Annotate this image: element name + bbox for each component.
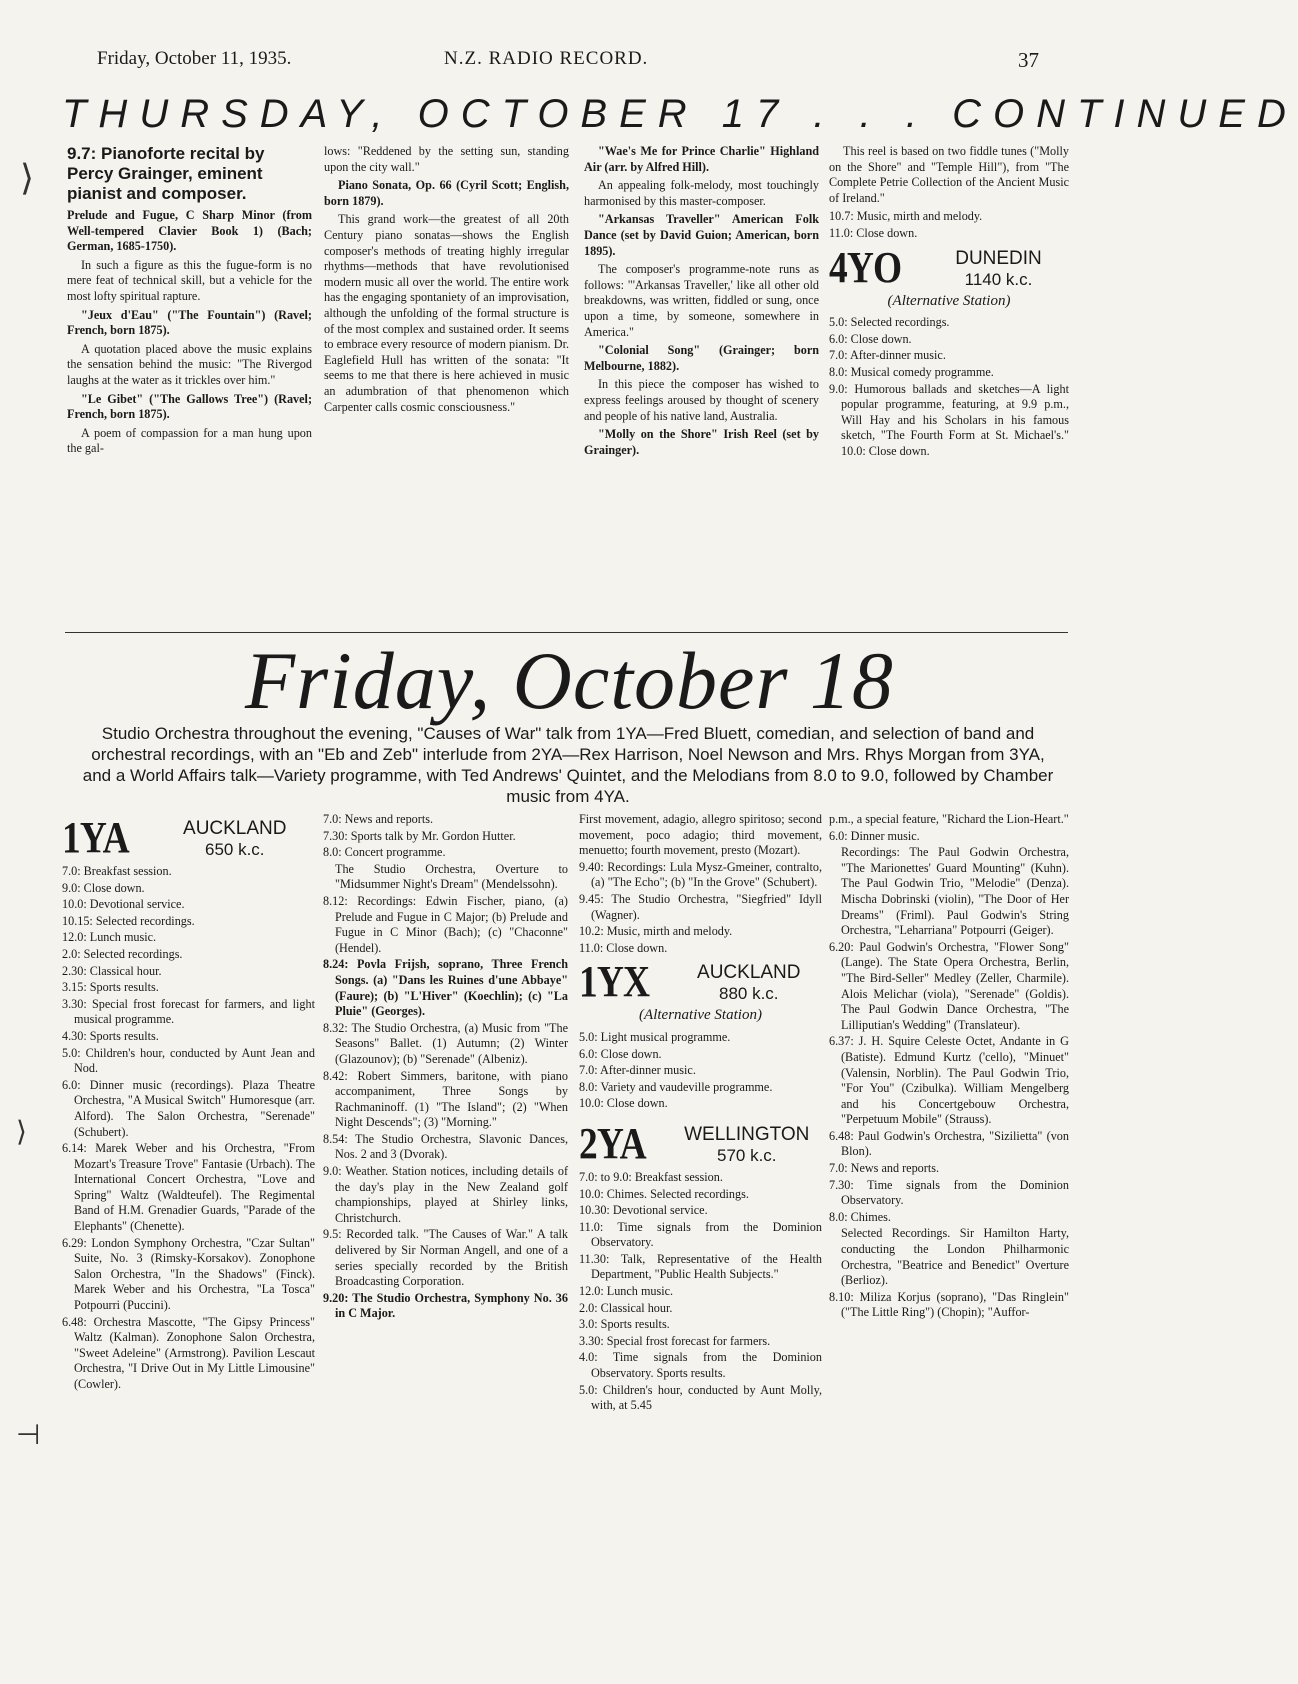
- program-item: 8.12: Recordings: Edwin Fischer, piano, (a) Prelude and Fugue in C Major; (b) Prelude and Fugue in C Minor (Bach); (c) "Chaconne" (Hendel).: [323, 893, 568, 955]
- paragraph: "Wae's Me for Prince Charlie" Highland Air (arr. by Alfred Hill).: [584, 144, 819, 174]
- margin-mark-icon: ⟩: [20, 158, 35, 199]
- program-item: 8.0: Variety and vaudeville programme.: [579, 1079, 773, 1094]
- program-item: 10.0: Chimes. Selected recordings.: [579, 1186, 749, 1201]
- program-item: 8.0: Concert programme.: [323, 845, 446, 860]
- program-item: 7.30: Sports talk by Mr. Gordon Hutter.: [323, 828, 516, 843]
- friday-title: Friday, October 18: [245, 635, 894, 726]
- paragraph: An appealing folk-melody, most touchingly harmonised by this master-composer.: [584, 178, 819, 208]
- thursday-column-2: [324, 144, 569, 418]
- paragraph: In this piece the composer has wished to express feelings aroused by thought of scenery and people of his native land, Australia.: [584, 377, 819, 423]
- station-location: [672, 1124, 822, 1166]
- paragraph: "Colonial Song" (Grainger; born Melbourne, 1882).: [584, 343, 819, 373]
- program-item: 3.0: Sports results.: [579, 1317, 670, 1332]
- program-item: 10.30: Devotional service.: [579, 1203, 708, 1218]
- program-item: 6.29: London Symphony Orchestra, "Czar Sultan" Suite, No. 3 (Rimsky-Korsakov). Zonophone Salon Orchestra, "In the Shadows" (Finck). Marek Weber and his Orchestra, "La Tosca" Potpourri (Puccini).: [62, 1235, 315, 1313]
- station-frequency: 650 k.c.: [204, 840, 265, 859]
- program-item: 10.2: Music, mirth and melody.: [579, 924, 733, 939]
- program-item: 11.0: Close down.: [579, 940, 668, 955]
- program-item: 5.0: Children's hour, conducted by Aunt Jean and Nod.: [62, 1045, 315, 1076]
- program-item: First movement, adagio, allegro spiritoso; second movement, poco adagio; third movement, menuetto; fourth movement, presto (Mozart).: [579, 812, 822, 858]
- program-item: p.m., a special feature, "Richard the Lion-Heart.": [829, 812, 1069, 826]
- paragraph: In such a figure as this the fugue-form is no mere feat of technical skill, but a vehicle for the most lofty spiritual rapture.: [67, 257, 312, 303]
- station-callsign: 1YX: [579, 957, 650, 1007]
- program-item: 2.0: Selected recordings.: [62, 946, 183, 961]
- program-item: 8.10: Miliza Korjus (soprano), "Das Ringlein" ("The Little Ring") (Chopin); "Auffor-: [829, 1289, 1069, 1320]
- station-frequency: 1140 k.c.: [964, 269, 1033, 289]
- station-alt-label: (Alternative Station): [887, 292, 1011, 309]
- program-item: 9.5: Recorded talk. "The Causes of War." A talk delivered by Sir Norman Angell, and one of a series specially recorded by the British Broadcasting Corporation.: [323, 1227, 568, 1289]
- program-item: 5.0: Light musical programme.: [579, 1029, 731, 1044]
- program-item: 4.30: Sports results.: [62, 1028, 159, 1043]
- program-item: 7.0: After-dinner music.: [579, 1063, 696, 1078]
- program-item: 9.45: The Studio Orchestra, "Siegfried" Idyll (Wagner).: [579, 891, 822, 922]
- station-header-4yo: [829, 242, 1069, 292]
- program-item: 3.30: Special frost forecast for farmers, and light musical programme.: [62, 996, 315, 1027]
- program-item: 7.0: Breakfast session.: [62, 864, 172, 878]
- program-item: 8.24: Povla Frijsh, soprano, Three French Songs. (a) "Dans les Ruines d'une Abbaye" (Faure); (b) "L'Hiver" (Koechlin); (c) "La Pluie" (Georges).: [323, 957, 568, 1019]
- thursday-column-3: [584, 144, 819, 461]
- station-location: [676, 962, 822, 1004]
- program-item: 6.0: Close down.: [579, 1046, 662, 1061]
- paragraph: "Molly on the Shore" Irish Reel (set by Grainger).: [584, 427, 819, 457]
- station-location: [928, 248, 1069, 290]
- thursday-column-1: [67, 144, 312, 460]
- program-item: Selected Recordings. Sir Hamilton Harty, conducting the London Philharmonic Orchestra, "Beatrice and Benedict" Overture (Berlioz).: [841, 1226, 1069, 1288]
- program-item: 4.0: Time signals from the Dominion Observatory. Sports results.: [579, 1350, 822, 1381]
- program-item: 2.0: Classical hour.: [579, 1300, 673, 1315]
- paragraph: Piano Sonata, Op. 66 (Cyril Scott; English, born 1879).: [324, 178, 569, 208]
- program-item: 8.32: The Studio Orchestra, (a) Music from "The Seasons" Ballet. (1) Autumn; (2) Winter (Glazounov); (b) "Serenade" (Albeniz).: [323, 1020, 568, 1066]
- paragraph: A quotation placed above the music explains the sensation behind the music: "The Rivergod laughs at the water as it trickles over him.": [67, 341, 312, 387]
- station-callsign: 2YA: [579, 1118, 646, 1168]
- program-item: 7.0: News and reports.: [829, 1161, 940, 1176]
- paragraph: A poem of compassion for a man hung upon the gal-: [67, 425, 312, 456]
- friday-column-3: [579, 812, 822, 1415]
- thursday-column-4: [829, 144, 1069, 461]
- program-item: 9.0: Close down.: [62, 880, 145, 895]
- margin-mark-icon: ⟩: [16, 1115, 27, 1148]
- station-header-1ya: [62, 813, 315, 862]
- station-city: WELLINGTON: [684, 1123, 810, 1145]
- program-item: 2.30: Classical hour.: [62, 963, 162, 978]
- program-item: 9.0: Humorous ballads and sketches—A light popular programme, featuring, at 9.9 p.m., Will Hay and his Scholars in his famous sketch, "The Fourth Form at St. Michael's." 10.0: Close down.: [829, 381, 1069, 458]
- friday-column-1: [62, 812, 315, 1394]
- recital-heading: 9.7: Pianoforte recital by Percy Grainger, eminent pianist and composer.: [67, 144, 265, 203]
- program-item: 7.30: Time signals from the Dominion Observatory.: [829, 1177, 1069, 1208]
- station-alt-label: (Alternative Station): [639, 1007, 762, 1024]
- publication-title: N.Z. RADIO RECORD.: [444, 48, 649, 69]
- friday-summary: Studio Orchestra throughout the evening, "Causes of War" talk from 1YA—Fred Bluett, comedian, and selection of band and orchestral recordings, with an "Eb and Zeb" interlude from 2YA—Rex Harrison, Noel Newson and Mrs. Rhys Morgan from 3YA, and a World Affairs talk—Variety programme, with Ted Andrews' Quintet, and the Melodians from 8.0 to 9.0, followed by Chamber music from 4YA.: [82, 724, 1054, 806]
- program-item: 7.0: to 9.0: Breakfast session.: [579, 1169, 723, 1184]
- station-header-1yx: [579, 957, 822, 1007]
- station-city: AUCKLAND: [183, 818, 287, 839]
- program-item: 6.37: J. H. Squire Celeste Octet, Andante in G (Batiste). Edmund Kurtz ('cello), "Minuet" (Valensin, Norblin). The Paul Godwin Trio, "For You" (Czibulka). William Mengelberg and his Concertgebouw Orchestra, "Perpetuum Mobile" (Strauss).: [829, 1034, 1069, 1127]
- program-item: 3.15: Sports results.: [62, 980, 159, 995]
- program-item: 11.0: Close down.: [829, 225, 918, 240]
- program-item: 7.0: After-dinner music.: [829, 348, 946, 363]
- program-item: 11.0: Time signals from the Dominion Observatory.: [579, 1219, 822, 1250]
- station-frequency: 570 k.c.: [716, 1145, 777, 1165]
- station-city: AUCKLAND: [697, 962, 801, 984]
- paragraph: Prelude and Fugue, C Sharp Minor (from Well-tempered Clavier Book 1) (Bach; German, 1685-1750).: [67, 208, 312, 254]
- thursday-banner: THURSDAY, OCTOBER 17 . . . CONTINUED: [62, 92, 1298, 136]
- paragraph: "Jeux d'Eau" ("The Fountain") (Ravel; French, born 1875).: [67, 307, 312, 338]
- paragraph: This grand work—the greatest of all 20th Century piano sonatas—shows the English composer's methods of treating highly irregular rhythms—methods that have revolutionised modern music all over the world. The entire work has the engaging spontaniety of an improvisation, although the unfolding of the formal structure is of the most complex and sustained order. It seems to embrace every resource of modern pianism. Dr. Eaglefield Hull has written of the sonata: "It seems to me that there is here achieved in music an adumbration of that phenomenon which Carpenter calls cosmic consciousness.": [324, 212, 569, 414]
- paragraph: This reel is based on two fiddle tunes ("Molly on the Shore" and "Temple Hill"), from "The Complete Petrie Collection of the Ancient Music of Ireland.": [829, 144, 1069, 205]
- station-callsign: 4YO: [829, 242, 902, 292]
- program-item: 8.54: The Studio Orchestra, Slavonic Dances, Nos. 2 and 3 (Dvorak).: [323, 1131, 568, 1162]
- program-item: 6.20: Paul Godwin's Orchestra, "Flower Song" (Lange). The State Opera Orchestra, Berlin, "The Bird-Seller" Medley (Zeller, Charmile). Alois Melichar (viola), "Serenade" (Goldis). The Paul Godwin Dance Orchestra, "The Lilliputian's Wedding" (Translateur).: [829, 939, 1069, 1032]
- paragraph: lows: "Reddened by the setting sun, standing upon the city wall.": [324, 144, 569, 174]
- program-item: 11.30: Talk, Representative of the Health Department, "Public Health Subjects.": [579, 1251, 822, 1282]
- program-item: 9.0: Weather. Station notices, including details of the day's play in the New Zealand golf championships, played at Shirley links, Christchurch.: [323, 1164, 568, 1225]
- margin-mark-icon: ⊣: [16, 1418, 41, 1451]
- program-item: 6.48: Paul Godwin's Orchestra, "Sizilietta" (von Blon).: [829, 1128, 1069, 1159]
- program-item: 8.0: Musical comedy programme.: [829, 364, 994, 379]
- station-header-2ya: [579, 1118, 822, 1168]
- program-item: 8.0: Chimes.: [829, 1209, 891, 1224]
- station-frequency: 880 k.c.: [719, 984, 779, 1004]
- paragraph: "Le Gibet" ("The Gallows Tree") (Ravel; French, born 1875).: [67, 391, 312, 422]
- program-item: 10.0: Devotional service.: [62, 897, 185, 912]
- program-item: 5.0: Selected recordings.: [829, 315, 950, 330]
- friday-column-4: [829, 812, 1069, 1322]
- program-item: 10.15: Selected recordings.: [62, 913, 195, 928]
- program-item: 6.0: Dinner music (recordings). Plaza Theatre Orchestra, "A Musical Switch" Humoresque (arr. Alford). The Salon Orchestra, "Serenade" (Schubert).: [62, 1077, 315, 1139]
- program-item: 12.0: Lunch music.: [579, 1284, 674, 1299]
- program-item: 3.30: Special frost forecast for farmers.: [579, 1333, 771, 1348]
- paragraph: The composer's programme-note runs as follows: "'Arkansas Traveller,' like all other old breakdowns, was written, fiddled or sung, once upon a time, by someone, somewhere in America.": [584, 262, 819, 339]
- program-item: 6.48: Orchestra Mascotte, "The Gipsy Princess" Waltz (Kalman). Zonophone Salon Orchestra, "Sweet Adeleine" (Armstrong). Pavilion Lescaut Orchestra, "I Drive Out in My Little Limousine" (Cowler).: [62, 1314, 315, 1391]
- friday-column-2: [323, 812, 568, 1323]
- program-item: 5.0: Children's hour, conducted by Aunt Molly, with, at 5.45: [579, 1382, 822, 1413]
- program-item: The Studio Orchestra, Overture to "Midsummer Night's Dream" (Mendelssohn).: [335, 861, 568, 892]
- page-number: 37: [1018, 48, 1039, 72]
- program-item: Recordings: The Paul Godwin Orchestra, "The Marionettes' Guard Mounting" (Kuhn). The Paul Godwin Trio, "Melodie" (Denza). Mischa Dobrinski (violin), "The Door of Her Dreams" (Friml). Paul Godwin's String Orchestra, "Leharriana" Potpourri (Geiger).: [841, 845, 1069, 938]
- section-divider: [65, 632, 1068, 633]
- program-item: 9.20: The Studio Orchestra, Symphony No. 36 in C Major.: [323, 1290, 568, 1321]
- program-item: 7.0: News and reports.: [323, 812, 434, 826]
- program-item: 6.0: Dinner music.: [829, 828, 920, 843]
- station-city: DUNEDIN: [955, 247, 1042, 269]
- program-item: 6.14: Marek Weber and his Orchestra, "From Mozart's Treasure Trove" Fantasie (Urbach). The International Concert Orchestra, "Love and Spring" Waltz (Waldteufel). The Regimental Band of H.M. Grenadier Guards, "Parade of the Elephants" (Chenette).: [62, 1141, 315, 1234]
- program-item: 9.40: Recordings: Lula Mysz-Gmeiner, contralto, (a) "The Echo"; (b) "In the Grove" (Schubert).: [579, 859, 822, 890]
- program-item: 12.0: Lunch music.: [62, 930, 157, 945]
- program-item: 6.0: Close down.: [829, 331, 912, 346]
- issue-date: Friday, October 11, 1935.: [97, 48, 292, 69]
- program-item: 10.0: Close down.: [579, 1096, 668, 1111]
- program-item: 10.7: Music, mirth and melody.: [829, 209, 983, 224]
- program-item: 8.42: Robert Simmers, baritone, with piano accompaniment, Three Songs by Rachmaninoff. (1) "The Island"; (2) "When Night Descends"; (3) "Morning.": [323, 1068, 568, 1130]
- station-location: [155, 818, 315, 860]
- station-callsign: 1YA: [62, 813, 129, 862]
- paragraph: "Arkansas Traveller" American Folk Dance (set by David Guion; American, born 1895).: [584, 212, 819, 258]
